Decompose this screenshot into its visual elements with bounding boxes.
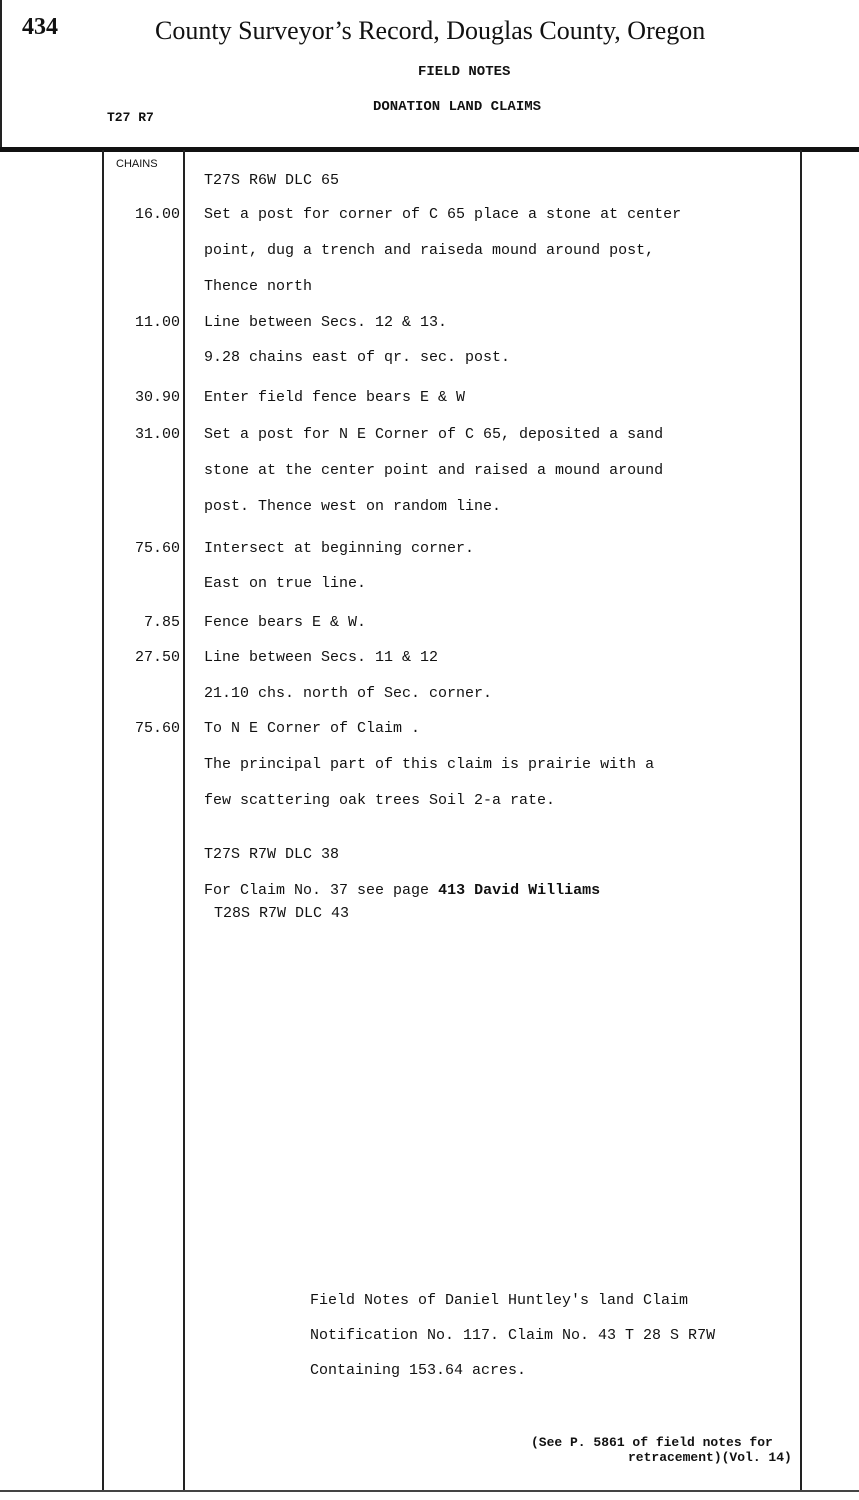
page-title: County Surveyor’s Record, Douglas County, Oregon (155, 16, 706, 45)
chain-value: 27.50 (134, 649, 180, 666)
note-line: post. Thence west on random line. (204, 498, 502, 515)
footer-note-line-1: Field Notes of Daniel Huntley's land Claim (310, 1292, 689, 1309)
claim-37-note-text: For Claim No. 37 see page (204, 882, 430, 899)
chain-value: 11.00 (134, 314, 180, 331)
bottom-rule (0, 1490, 859, 1492)
note-line: 9.28 chains east of qr. sec. post. (204, 349, 511, 366)
chain-value: 31.00 (134, 426, 180, 443)
chains-column-header: CHAINS (116, 158, 158, 170)
note-line: few scattering oak trees Soil 2-a rate. (204, 792, 556, 809)
township-label: T27 R7 (107, 110, 154, 125)
page-number: 434 (22, 14, 58, 40)
note-line: point, dug a trench and raiseda mound around post, (204, 242, 655, 259)
claim-43-heading: T28S R7W DLC 43 (214, 905, 350, 922)
claim-38-heading: T27S R7W DLC 38 (204, 846, 340, 863)
note-line: 21.10 chs. north of Sec. corner. (204, 685, 493, 702)
chain-value: 75.60 (134, 720, 180, 737)
claim-heading: T27S R6W DLC 65 (204, 172, 340, 189)
claim-37-note (204, 882, 600, 899)
retracement-note-line-2: retracement)(Vol. 14) (628, 1450, 792, 1465)
chain-value: 75.60 (134, 540, 180, 557)
note-line: Thence north (204, 278, 313, 295)
note-line: Intersect at beginning corner. (204, 540, 475, 557)
note-line: Set a post for N E Corner of C 65, deposited a sand (204, 426, 664, 443)
donation-land-claims-heading: DONATION LAND CLAIMS (373, 99, 542, 115)
note-line: Line between Secs. 12 & 13. (204, 314, 448, 331)
retracement-note-line-1: (See P. 5861 of field notes for (531, 1435, 773, 1450)
note-line: Fence bears E & W. (204, 614, 367, 631)
chain-value: 16.00 (134, 206, 180, 223)
footer-note-line-2: Notification No. 117. Claim No. 43 T 28 S R7W (310, 1327, 716, 1344)
note-line: East on true line. (204, 575, 367, 592)
note-line: Line between Secs. 11 & 12 (204, 649, 439, 666)
field-notes-heading: FIELD NOTES (418, 64, 511, 80)
header-rule (0, 147, 859, 152)
claim-37-reference: 413 David Williams (438, 882, 601, 899)
chain-value: 7.85 (143, 614, 180, 631)
right-margin-line (800, 150, 802, 1492)
left-margin-line (102, 150, 104, 1492)
note-line: To N E Corner of Claim . (204, 720, 421, 737)
note-line: Enter field fence bears E & W (204, 389, 466, 406)
note-line: Set a post for corner of C 65 place a stone at center (204, 206, 682, 223)
note-line: The principal part of this claim is prairie with a (204, 756, 655, 773)
left-frame-line (0, 0, 2, 148)
chain-value: 30.90 (134, 389, 180, 406)
footer-note-line-3: Containing 153.64 acres. (310, 1362, 527, 1379)
chains-column-divider (183, 150, 185, 1492)
note-line: stone at the center point and raised a mound around (204, 462, 664, 479)
